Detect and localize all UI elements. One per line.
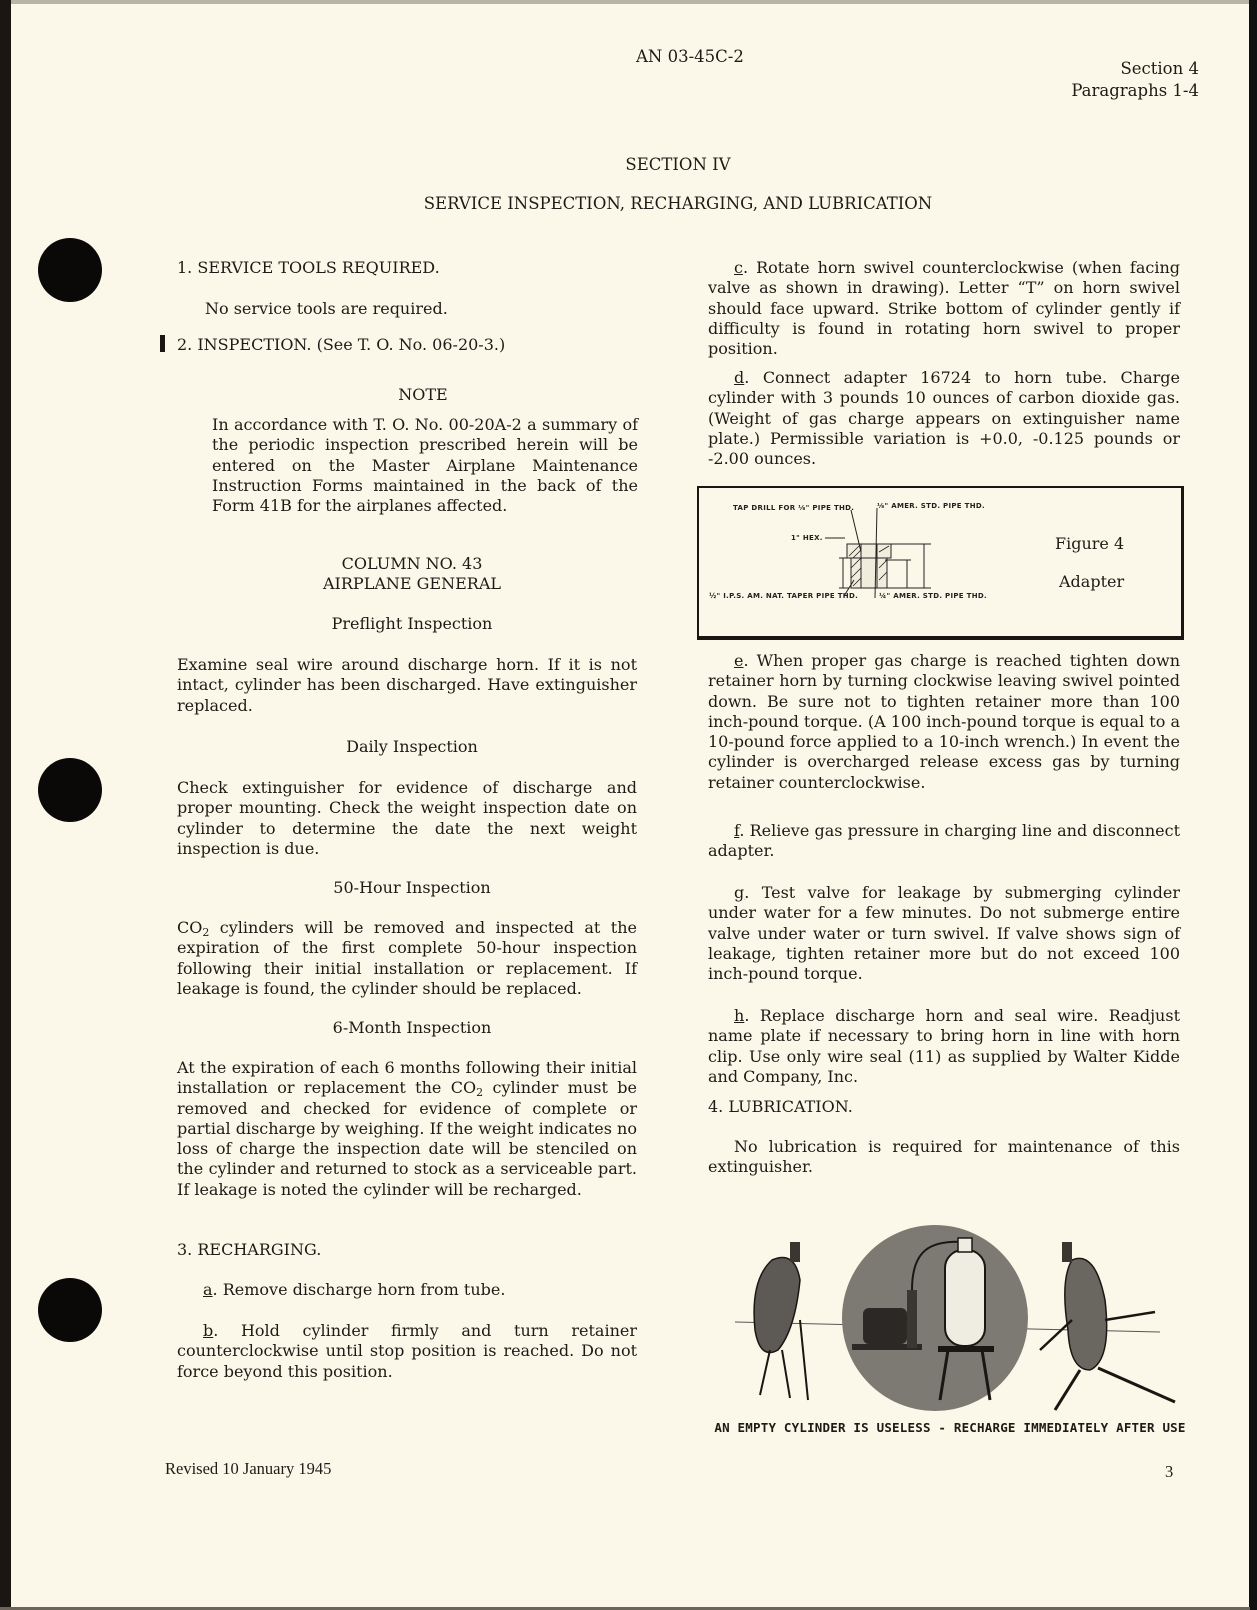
label-amer-std-bottom: ¼" AMER. STD. PIPE THD. bbox=[879, 592, 987, 600]
revision-date: Revised 10 January 1945 bbox=[165, 1459, 332, 1478]
cartoon-caption: AN EMPTY CYLINDER IS USELESS - RECHARGE IMMEDIATELY AFTER USE bbox=[714, 1420, 1186, 1435]
step-b: b. Hold cylinder firmly and turn retainer counterclockwise until stop position is reached. Do not force beyond this position. bbox=[177, 1321, 637, 1381]
preflight-inspection-text: Examine seal wire around discharge horn. If it is not intact, cylinder has been discharged. Have extinguisher replaced. bbox=[177, 655, 637, 715]
label-hex: 1" HEX. bbox=[791, 534, 823, 542]
paragraph-1-text: No service tools are required. bbox=[205, 299, 448, 318]
section-subtitle: SERVICE INSPECTION, RECHARGING, AND LUBRICATION bbox=[423, 194, 933, 213]
binder-hole-top bbox=[38, 238, 102, 302]
note-text: In accordance with T. O. No. 00-20A-2 a summary of the periodic inspection prescribed herein will be entered on the Master Airplane Maintenance Instruction Forms maintained in the back of the Form 41B for the airplanes affected. bbox=[212, 415, 638, 516]
section-reference: Section 4 bbox=[1120, 59, 1199, 78]
daily-inspection-text: Check extinguisher for evidence of discharge and proper mounting. Check the weight inspection date on cylinder to determine the date the next weight inspection is due. bbox=[177, 778, 637, 858]
step-c: c. Rotate horn swivel counterclockwise (when facing valve as shown in drawing). Letter “T” on horn swivel should face upward. Strike bottom of cylinder gently if difficulty is found in rotating horn swivel to proper position. bbox=[708, 258, 1180, 359]
figure-title: Adapter bbox=[1059, 572, 1125, 591]
paragraph-2-heading: 2. INSPECTION. (See T. O. No. 06-20-3.) bbox=[177, 335, 506, 354]
figure-number: Figure 4 bbox=[1055, 534, 1125, 553]
page-right-edge bbox=[1249, 0, 1257, 1610]
column-name: AIRPLANE GENERAL bbox=[323, 574, 501, 593]
step-e: e. When proper gas charge is reached tighten down retainer horn by turning clockwise leaving swivel pointed down. Be sure not to tighten retainer more than 100 inch-pound torque. (A 100 inch-pound torque is equal to a 10-pound force applied to a 10-inch wrench.) In event the cylinder is overcharged release excess gas by turning retainer counterclockwise. bbox=[708, 651, 1180, 792]
paragraphs-reference: Paragraphs 1-4 bbox=[1071, 81, 1199, 100]
label-amer-std-top: ⅛" AMER. STD. PIPE THD. bbox=[877, 502, 985, 510]
column-number: COLUMN NO. 43 bbox=[341, 554, 483, 573]
daily-inspection-heading: Daily Inspection bbox=[346, 737, 478, 756]
binder-hole-bottom bbox=[38, 1278, 102, 1342]
step-f: f. Relieve gas pressure in charging line and disconnect adapter. bbox=[708, 821, 1180, 861]
section-title: SECTION IV bbox=[625, 155, 731, 174]
paragraph-1-heading: 1. SERVICE TOOLS REQUIRED. bbox=[177, 258, 440, 277]
preflight-inspection-heading: Preflight Inspection bbox=[331, 614, 493, 633]
step-d: d. Connect adapter 16724 to horn tube. Charge cylinder with 3 pounds 10 ounces of carbon dioxide gas. (Weight of gas charge appears on extinguisher name plate.) Permissible variation is +0.0, -0.125 pounds or -2.00 ounces. bbox=[708, 368, 1180, 469]
label-tap-drill: TAP DRILL FOR ⅛" PIPE THD. bbox=[733, 504, 855, 512]
fifty-hour-inspection-heading: 50-Hour Inspection bbox=[333, 878, 491, 897]
change-bar bbox=[160, 335, 165, 352]
figure-4-adapter bbox=[697, 486, 1184, 640]
document-number: AN 03-45C-2 bbox=[636, 47, 744, 66]
note-heading: NOTE bbox=[398, 385, 448, 404]
page-top-edge bbox=[0, 0, 1250, 4]
six-month-inspection-heading: 6-Month Inspection bbox=[332, 1018, 492, 1037]
paragraph-3-heading: 3. RECHARGING. bbox=[177, 1240, 322, 1259]
step-g: g. Test valve for leakage by submerging cylinder under water for a few minutes. Do not submerge entire valve under water or turn swivel. If valve shows sign of leakage, tighten retainer more but do not exceed 100 inch-pound torque. bbox=[708, 883, 1180, 984]
page-left-edge bbox=[0, 0, 11, 1610]
step-a: a. Remove discharge horn from tube. bbox=[203, 1280, 506, 1299]
step-h: h. Replace discharge horn and seal wire. Readjust name plate if necessary to bring horn in line with horn clip. Use only wire seal (11) as supplied by Walter Kidde and Company, Inc. bbox=[708, 1006, 1180, 1086]
paragraph-4-heading: 4. LUBRICATION. bbox=[708, 1097, 853, 1116]
binder-hole-middle bbox=[38, 758, 102, 822]
fifty-hour-inspection-text: $CO_2$ cylinders will be removed and inspected at the expiration of the first complete 50-hour inspection following their initial installation or replacement. If leakage is found, the cylinder should be replaced. bbox=[177, 918, 637, 998]
label-ips-thread: ½" I.P.S. AM. NAT. TAPER PIPE THD. bbox=[709, 592, 859, 600]
six-month-inspection-text: At the expiration of each 6 months following their initial installation or replacement the $CO_2$ cylinder must be removed and checked for evidence of complete or partial discharge by weighing. If the weight indicates no loss of charge the inspection date will be stenciled on the cylinder and returned to stock as a serviceable part. If leakage is noted the cylinder will be recharged. bbox=[177, 1058, 637, 1199]
recharge-cartoon-illustration bbox=[700, 1220, 1210, 1420]
paragraph-4-text: No lubrication is required for maintenance of this extinguisher. bbox=[708, 1137, 1180, 1177]
page-number: 3 bbox=[1165, 1462, 1174, 1481]
